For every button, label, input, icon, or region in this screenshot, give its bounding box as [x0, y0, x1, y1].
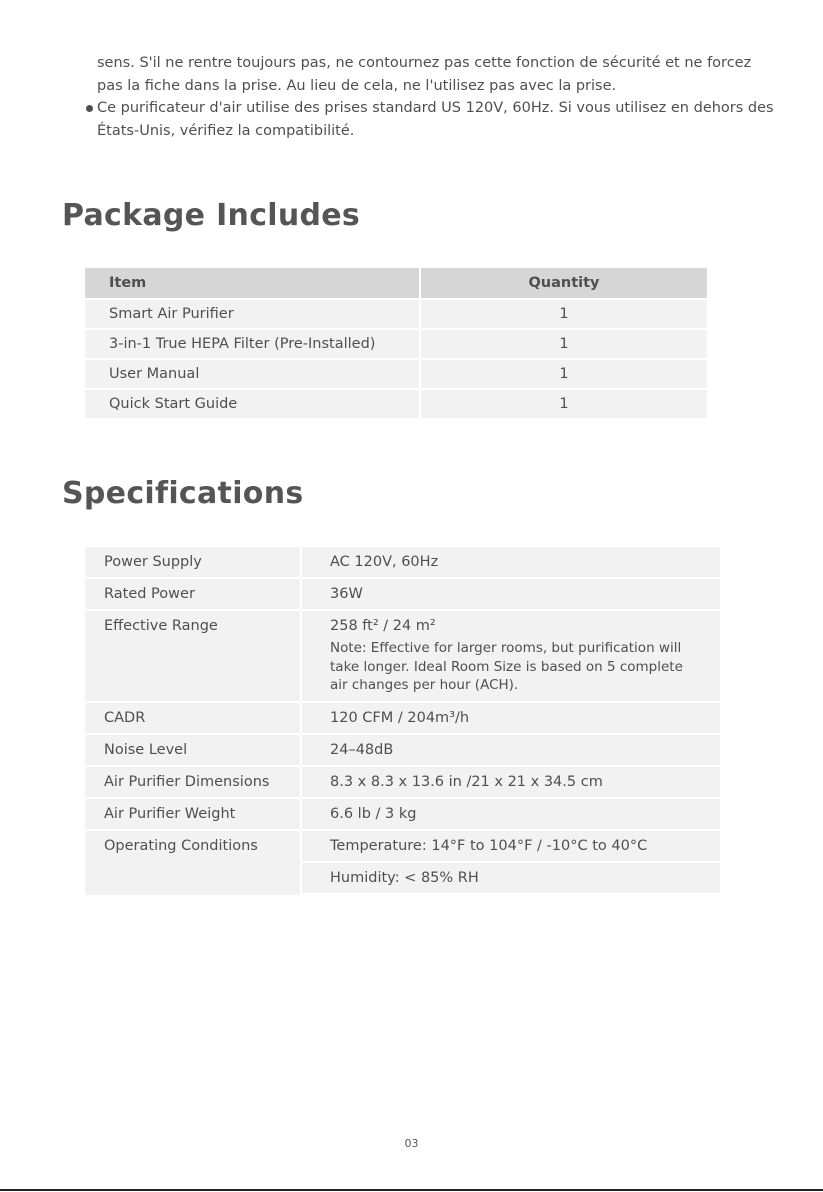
- specifications-table: [85, 547, 720, 895]
- table-row: [85, 330, 707, 360]
- table-row: [85, 390, 707, 420]
- package-includes-heading: Package Includes: [62, 198, 361, 233]
- spec-value: 8.3 x 8.3 x 13.6 in /21 x 21 x 34.5 cm: [302, 767, 720, 799]
- spec-value: AC 120V, 60Hz: [302, 547, 720, 579]
- table-row: [85, 735, 720, 767]
- package-item: Smart Air Purifier: [85, 300, 421, 330]
- table-row: [85, 300, 707, 330]
- table-row: [85, 611, 720, 703]
- specifications-heading: Specifications: [62, 476, 304, 511]
- spec-value: 36W: [302, 579, 720, 611]
- intro-bullet-text: Ce purificateur d'air utilise des prises standard US 120V, 60Hz. Si vous utilisez en dehors des États-Unis, vérifiez la compatibilité.: [97, 100, 774, 139]
- table-row: [85, 579, 720, 611]
- spec-value-cell: [302, 611, 720, 703]
- page-number: 03: [404, 1137, 419, 1150]
- package-qty: 1: [421, 300, 707, 330]
- table-row: [85, 831, 720, 863]
- spec-label: CADR: [85, 703, 302, 735]
- spec-note: Note: Effective for larger rooms, but purification will take longer. Ideal Room Size is based on 5 complete air changes per hour (ACH).: [330, 640, 683, 693]
- package-qty: 1: [421, 390, 707, 420]
- spec-label: Operating Conditions: [85, 831, 302, 895]
- spec-value: 6.6 lb / 3 kg: [302, 799, 720, 831]
- package-table: [85, 268, 707, 420]
- intro-text: [83, 52, 803, 142]
- spec-value: Humidity: < 85% RH: [302, 863, 720, 895]
- table-row: [85, 360, 707, 390]
- package-qty: 1: [421, 360, 707, 390]
- table-row: [85, 799, 720, 831]
- package-qty: 1: [421, 330, 707, 360]
- package-item: 3-in-1 True HEPA Filter (Pre-Installed): [85, 330, 421, 360]
- header-item: Item: [85, 268, 421, 300]
- spec-label: Air Purifier Weight: [85, 799, 302, 831]
- package-item: User Manual: [85, 360, 421, 390]
- spec-value: 120 CFM / 204m³/h: [302, 703, 720, 735]
- intro-line-2: pas la fiche dans la prise. Au lieu de cela, ne l'utilisez pas avec la prise.: [97, 77, 617, 94]
- spec-value: 24–48dB: [302, 735, 720, 767]
- table-row: [85, 547, 720, 579]
- table-row: [85, 703, 720, 735]
- header-quantity: Quantity: [421, 268, 707, 300]
- spec-label: Rated Power: [85, 579, 302, 611]
- spec-label: Effective Range: [85, 611, 302, 703]
- bullet-dot-icon: [86, 105, 93, 112]
- spec-label: Noise Level: [85, 735, 302, 767]
- intro-line-1: sens. S'il ne rentre toujours pas, ne contournez pas cette fonction de sécurité et ne forcez: [97, 55, 752, 71]
- intro-bullet: [83, 97, 803, 142]
- spec-value: 258 ft² / 24 m²: [330, 618, 436, 634]
- package-table-header: [85, 268, 707, 300]
- bottom-divider: [0, 1189, 823, 1191]
- spec-label: Power Supply: [85, 547, 302, 579]
- package-item: Quick Start Guide: [85, 390, 421, 420]
- spec-label: Air Purifier Dimensions: [85, 767, 302, 799]
- spec-value: Temperature: 14°F to 104°F / -10°C to 40°C: [302, 831, 720, 863]
- table-row: [85, 767, 720, 799]
